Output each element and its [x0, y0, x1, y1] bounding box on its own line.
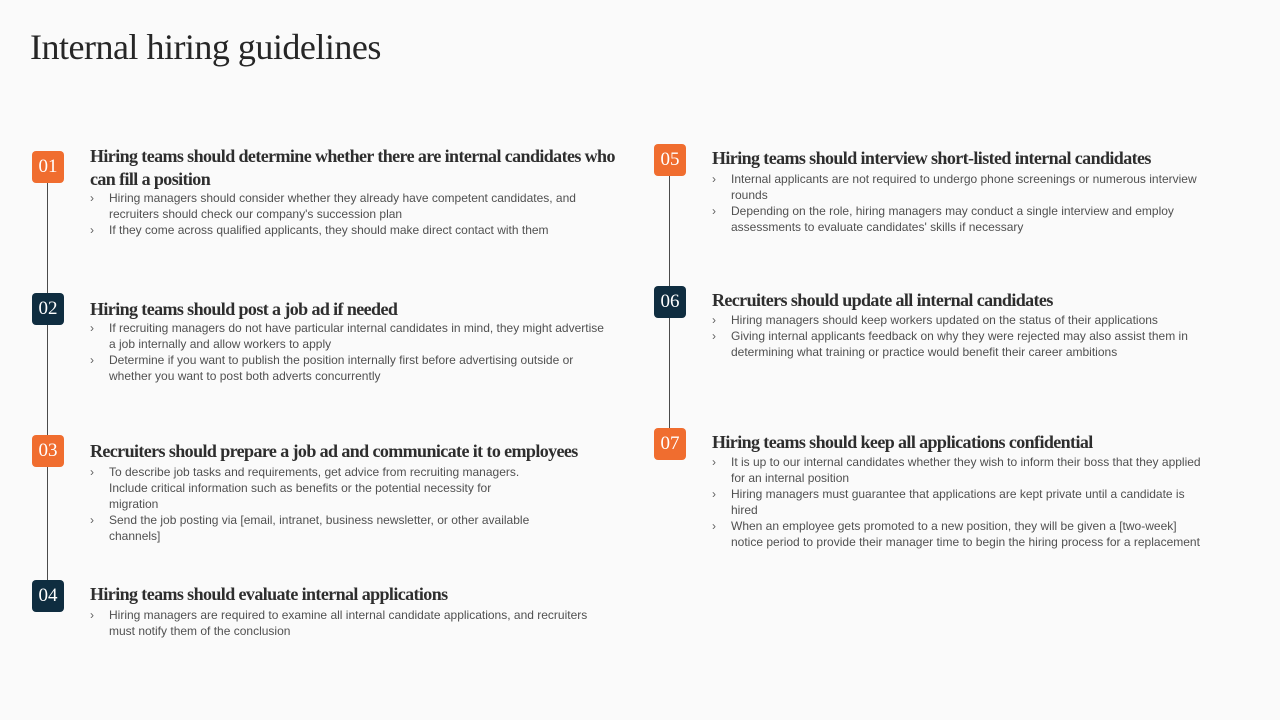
- step-number-badge: 02: [32, 293, 64, 325]
- step-bullet-list: [90, 190, 610, 238]
- list-item: [712, 312, 1252, 328]
- bullet-text: When an employee gets promoted to a new position, they will be given a [two-week] notice period to provide their manager time to begin the hiring process for a replacement: [731, 519, 1200, 549]
- chevron-right-icon: ›: [90, 608, 94, 622]
- step-bullet-list: [90, 320, 610, 384]
- chevron-right-icon: ›: [712, 329, 716, 343]
- chevron-right-icon: ›: [90, 191, 94, 205]
- bullet-text: Hiring managers are required to examine all internal candidate applications, and recruiters must notify them of the conclusion: [109, 608, 588, 638]
- chevron-right-icon: ›: [712, 204, 716, 218]
- list-item: [712, 486, 1207, 518]
- step-number-badge: 05: [654, 144, 686, 176]
- step-heading: Hiring teams should evaluate internal applications: [90, 584, 448, 604]
- bullet-text: Hiring managers should consider whether they already have competent candidates, and recruiters should check our company's succession plan: [109, 191, 576, 221]
- step-bullet-list: [90, 607, 590, 639]
- list-item: [712, 518, 1207, 550]
- bullet-text: Send the job posting via [email, intranet, business newsletter, or other available channels]: [109, 513, 530, 543]
- bullet-text: Determine if you want to publish the position internally first before advertising outside or whether you want to post both adverts concurrently: [109, 353, 574, 383]
- list-item: [90, 222, 610, 238]
- bullet-text: It is up to our internal candidates whether they wish to inform their boss that they applied for an internal position: [731, 455, 1201, 485]
- bullet-text: If they come across qualified applicants, they should make direct contact with them: [109, 223, 549, 237]
- step-number-badge: 06: [654, 286, 686, 318]
- chevron-right-icon: ›: [712, 455, 716, 469]
- step-heading: Hiring teams should post a job ad if needed: [90, 299, 398, 319]
- page-title: Internal hiring guidelines: [30, 27, 381, 67]
- list-item: [90, 607, 590, 639]
- step-number-badge: 07: [654, 428, 686, 460]
- chevron-right-icon: ›: [90, 321, 94, 335]
- step-heading: Hiring teams should determine whether there are internal candidates who can fill a position: [90, 146, 615, 189]
- chevron-right-icon: ›: [90, 465, 94, 479]
- bullet-text: Hiring managers must guarantee that applications are kept private until a candidate is hired: [731, 487, 1185, 517]
- step-heading: Recruiters should prepare a job ad and communicate it to employees: [90, 441, 578, 461]
- list-item: [712, 454, 1207, 486]
- step-bullet-list: [90, 464, 530, 544]
- chevron-right-icon: ›: [712, 313, 716, 327]
- step-heading: Hiring teams should keep all applications confidential: [712, 432, 1093, 452]
- bullet-text: Giving internal applicants feedback on why they were rejected may also assist them in determining what training or practice would benefit their career ambitions: [731, 329, 1188, 359]
- step-bullet-list: [712, 171, 1222, 235]
- chevron-right-icon: ›: [90, 223, 94, 237]
- step-heading: Recruiters should update all internal candidates: [712, 290, 1053, 310]
- bullet-text: To describe job tasks and requirements, get advice from recruiting managers. Include critical information such as benefits or the potential necessity for migration: [109, 465, 520, 511]
- chevron-right-icon: ›: [712, 172, 716, 186]
- chevron-right-icon: ›: [712, 487, 716, 501]
- step-number-badge: 03: [32, 435, 64, 467]
- step-number-badge: 04: [32, 580, 64, 612]
- step-heading: Hiring teams should interview short-listed internal candidates: [712, 148, 1151, 168]
- list-item: [712, 171, 1222, 203]
- list-item: [90, 512, 530, 544]
- bullet-text: If recruiting managers do not have particular internal candidates in mind, they might advertise a job internally and allow workers to apply: [109, 321, 604, 351]
- list-item: [712, 203, 1222, 235]
- chevron-right-icon: ›: [712, 519, 716, 533]
- step-number-badge: 01: [32, 151, 64, 183]
- left-timeline-line: [47, 168, 48, 596]
- chevron-right-icon: ›: [90, 353, 94, 367]
- bullet-text: Depending on the role, hiring managers may conduct a single interview and employ assessments to evaluate candidates' skills if necessary: [731, 204, 1174, 234]
- list-item: [90, 190, 610, 222]
- bullet-text: Internal applicants are not required to undergo phone screenings or numerous interview rounds: [731, 172, 1197, 202]
- step-bullet-list: [712, 312, 1252, 360]
- list-item: [712, 328, 1252, 360]
- list-item: [90, 352, 610, 384]
- list-item: [90, 320, 610, 352]
- list-item: [90, 464, 530, 512]
- chevron-right-icon: ›: [90, 513, 94, 527]
- bullet-text: Hiring managers should keep workers updated on the status of their applications: [731, 313, 1158, 327]
- step-bullet-list: [712, 454, 1207, 550]
